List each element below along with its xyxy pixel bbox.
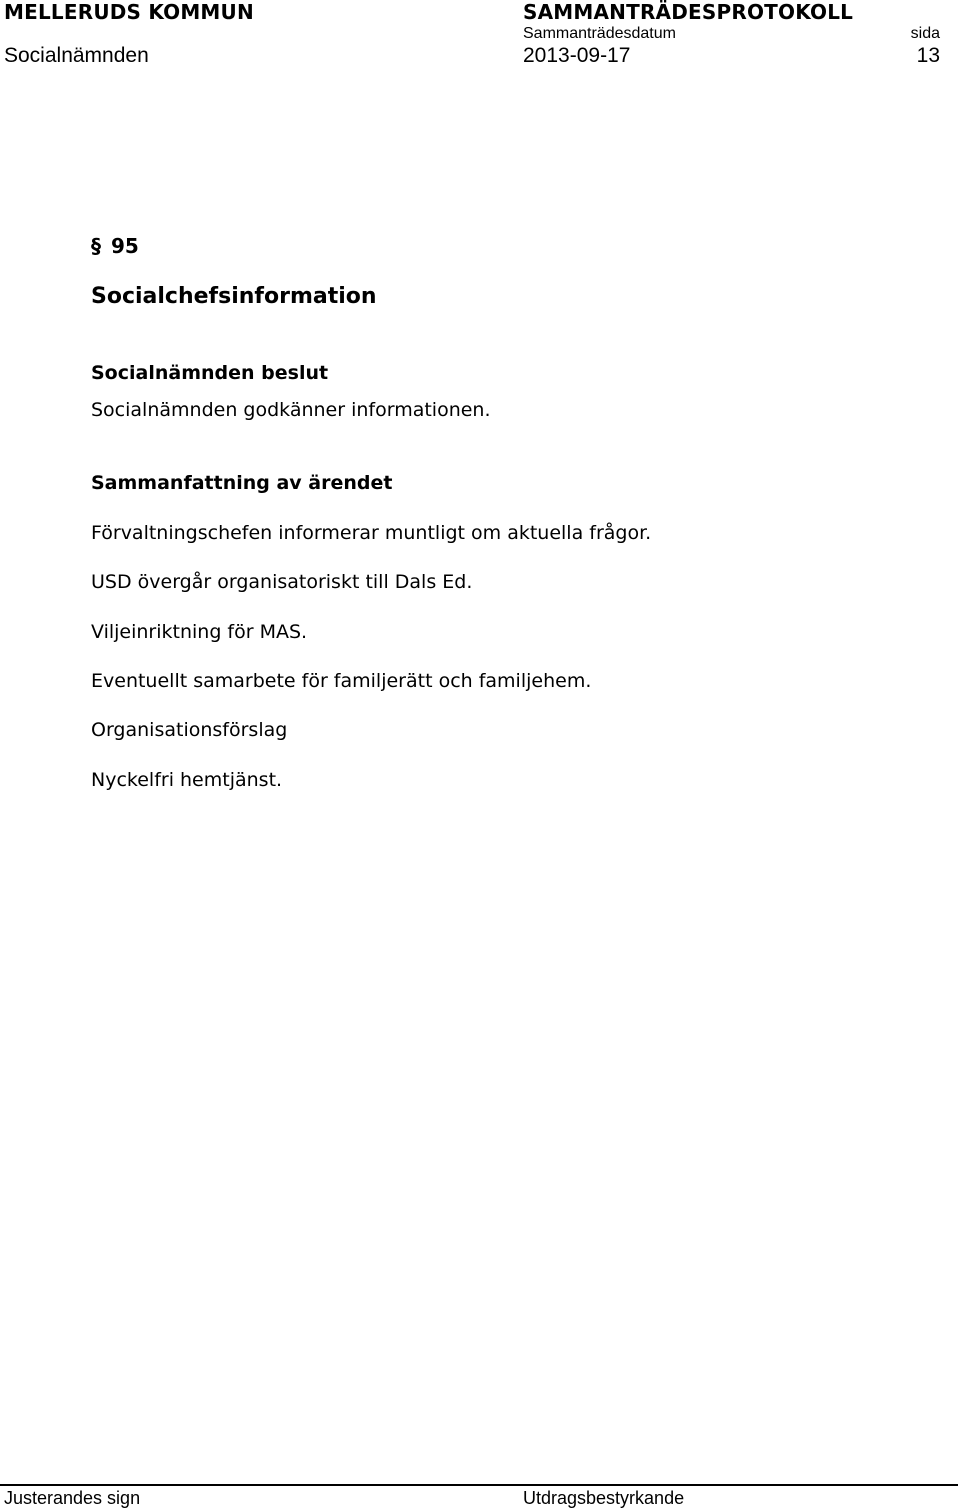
summary-item: USD övergår organisatoriskt till Dals Ed. (91, 571, 473, 593)
meeting-date: 2013-09-17 (523, 44, 631, 67)
summary-item: Eventuellt samarbete för familjerätt och familjehem. (91, 670, 592, 692)
document-type: SAMMANTRÄDESPROTOKOLL (523, 0, 854, 24)
organization-name: MELLERUDS KOMMUN (4, 0, 254, 24)
justerandes-sign-label: Justerandes sign (4, 1488, 141, 1508)
decision-text: Socialnämnden godkänner informationen. (91, 399, 491, 421)
paragraph-symbol: § (91, 234, 101, 258)
footer-divider (0, 1484, 958, 1486)
utdragsbestyrkande-label: Utdragsbestyrkande (523, 1488, 685, 1508)
summary-item: Nyckelfri hemtjänst. (91, 769, 283, 791)
summary-heading: Sammanfattning av ärendet (91, 472, 393, 494)
page-label: sida (910, 25, 940, 42)
committee-name: Socialnämnden (4, 44, 149, 67)
summary-item: Förvaltningschefen informerar muntligt om aktuella frågor. (91, 522, 652, 544)
decision-heading: Socialnämnden beslut (91, 362, 329, 384)
date-label: Sammanträdesdatum (523, 25, 676, 42)
section-title: Socialchefsinformation (91, 284, 377, 309)
summary-item: Organisationsförslag (91, 719, 288, 741)
paragraph-number-value: 95 (111, 234, 139, 258)
paragraph-number (91, 234, 139, 258)
page-number: 13 (916, 44, 940, 67)
summary-item: Viljeinriktning för MAS. (91, 621, 308, 643)
